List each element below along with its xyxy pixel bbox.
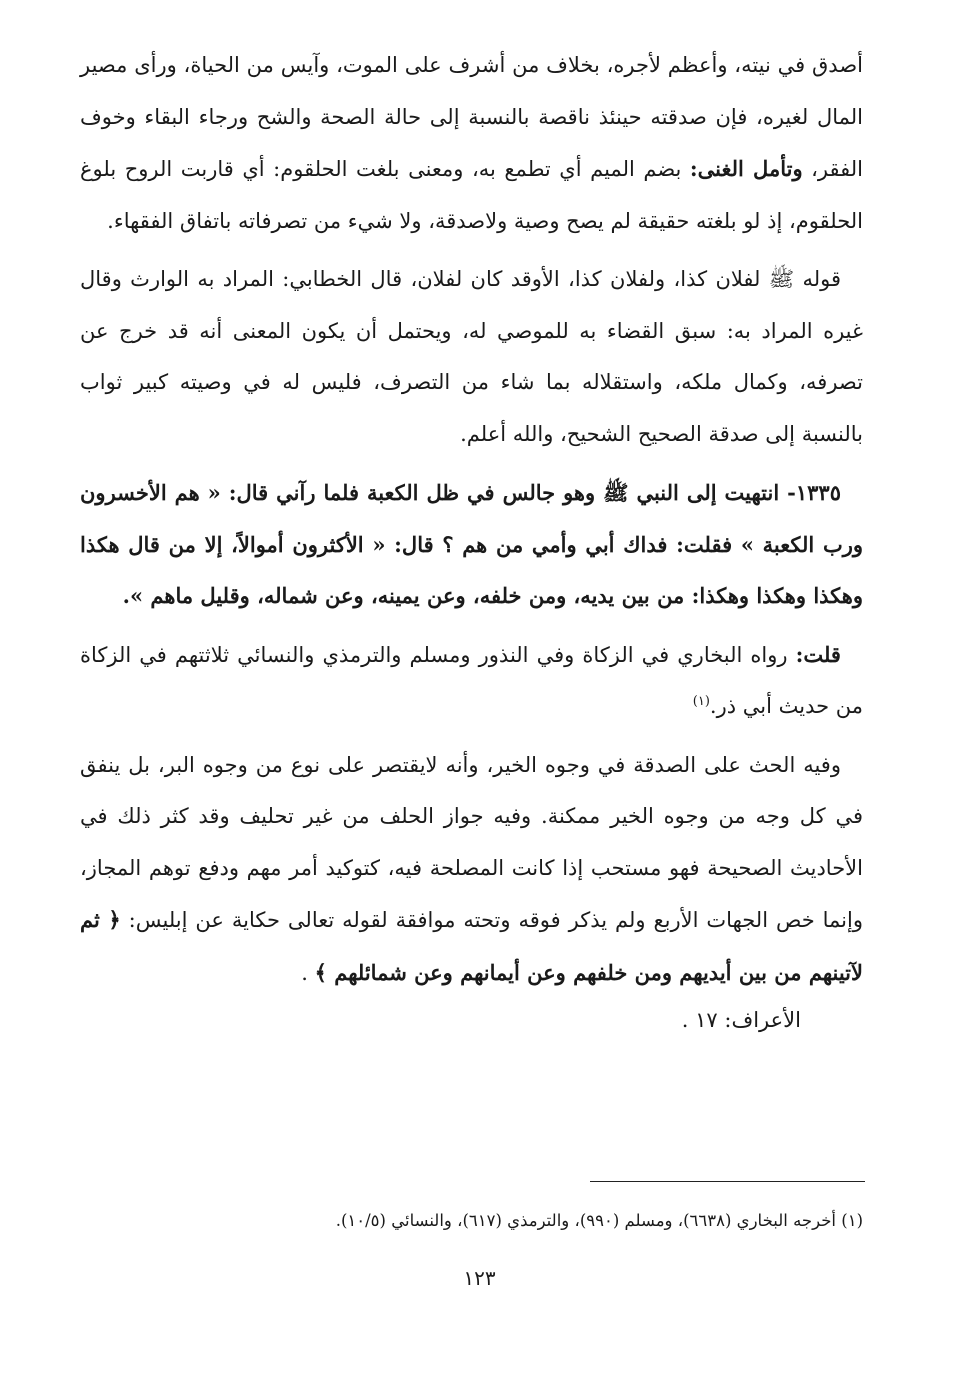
- paragraph-text: وفيه الحث على الصدقة في وجوه الخير، وأنه لايقتصر على نوع من وجوه البر، بل ينفق في كل وجه من وجوه الخير ممكنة. وفيه جواز الحلف من غير تحليف وقد كثر ذلك في الأحاديث الصحيحة فهو مستحب إذا كانت المصلحة فيه، كتوكيد أمر مهم ودفع توهم المجاز، وإنما خص الجهات الأربع ولم يذكر فوقه وتحته موافقة لقوله تعالى حكاية عن إبليس:: [80, 752, 863, 932]
- quran-verse: ﴿ ثم لآتينهم من بين أيديهم ومن خلفهم وعن أيمانهم وعن شمائلهم ﴾: [80, 907, 863, 985]
- footnote-marker: (١): [692, 694, 710, 709]
- quran-end-mark: .: [301, 960, 308, 985]
- qult-text: رواه البخاري في الزكاة وفي النذور ومسلم والترمذي والنسائي ثلاثتهم في الزكاة من حديث أبي ذر.: [80, 642, 863, 718]
- page-body: [80, 40, 863, 1054]
- paragraph-commentary-1: [80, 40, 863, 247]
- footnote-divider: [590, 1181, 865, 1182]
- page-number: ١٢٣: [463, 1266, 496, 1290]
- hadith-text: ١٣٣٥- انتهيت إلى النبي ﷺ وهو جالس في ظل الكعبة فلما رآني قال: « هم الأخسرون ورب الكعبة » فقلت: فداك أبي وأمي من هم ؟ قال: « الأكثرون أموالاً، إلا من قال هكذا وهكذا وهكذا وهكذا: من بين يديه، ومن خلفه، وعن يمينه، وعن شماله، وقليل ماهم ».: [80, 480, 863, 608]
- paragraph-commentary-3: [80, 740, 863, 1047]
- paragraph-text: بضم الميم أي تطمع به، ومعنى بلغت الحلقوم: أي قاربت الروح بلوغ الحلقوم، إذ لو بلغته حقيقة لم يصح وصية ولاصدقة، ولا شيء من تصرفاته باتفاق الفقهاء.: [80, 157, 863, 233]
- footnote: (١) أخرجه البخاري (٦٦٣٨)، ومسلم (٩٩٠)، والترمذي (٦١٧)، والنسائي (١٠/٥).: [335, 1211, 863, 1230]
- quran-reference: الأعراف: ١٧ .: [681, 1008, 801, 1032]
- qult-label: قلت:: [795, 641, 841, 667]
- paragraph-qult: [80, 629, 863, 733]
- paragraph-text: أصدق في نيته، وأعظم لأجره، بخلاف من أشرف على الموت، وآيس من الحياة، ورأى مصير المال لغيره، فإن صدقته حينئذ ناقصة بالنسبة إلى حالة الصحة والشح ورجاء البقاء وخوف الفقر،: [80, 53, 863, 181]
- term-label: وتأمل الغنى:: [689, 156, 803, 181]
- paragraph-commentary-2: قوله ﷺ لفلان كذا، ولفلان كذا، الأوقد كان لفلان، قال الخطابي: المراد به الوارث وقال غيره المراد به: سبق القضاء به للموصي له، ويحتمل أن يكون المعنى أنه قد خرج عن تصرفه، وكمال ملكه، واستقلاله بما شاء من التصرف، فليس له في وصيته كبير ثواب بالنسبة إلى صدقة الصحيح الشحيح، والله أعلم.: [80, 267, 863, 446]
